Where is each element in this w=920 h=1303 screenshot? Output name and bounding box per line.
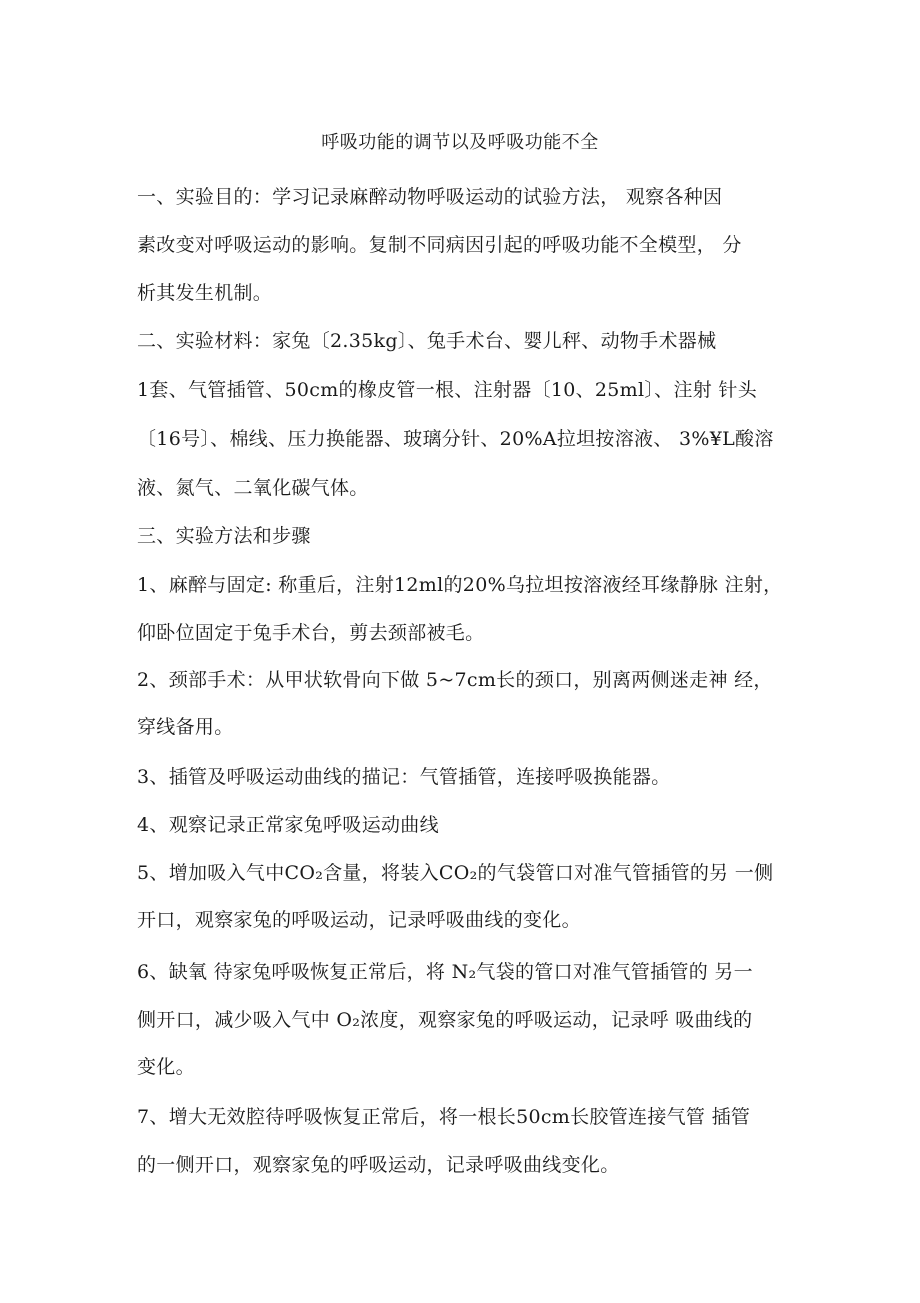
text-line-12: 穿线备用。 xyxy=(137,716,234,738)
text-line-13: 3、插管及呼吸运动曲线的描记：气管插管，连接呼吸换能器。 xyxy=(137,766,671,788)
text-line-14: 4、观察记录正常家兔呼吸运动曲线 xyxy=(137,814,439,836)
text-line-6: 〔16号〕、棉线、压力换能器、玻璃分针、20%A拉坦按溶液、 3%¥L酸溶 xyxy=(137,428,774,450)
text-line-11: 2、颈部手术：从甲状软骨向下做 5~7cm长的颈口，别离两侧迷走神 经， xyxy=(137,669,773,691)
text-line-1: 一、实验目的：学习记录麻醉动物呼吸运动的试验方法， 观察各种因 xyxy=(137,186,723,208)
text-line-10: 仰卧位固定于兔手术台，剪去颈部被毛。 xyxy=(137,622,485,644)
text-line-18: 侧开口，减少吸入气中 O₂浓度，观察家兔的呼吸运动，记录呼 吸曲线的 xyxy=(137,1009,753,1031)
text-line-21: 的一侧开口，观察家兔的呼吸运动，记录呼吸曲线变化。 xyxy=(137,1154,620,1176)
document-title: 呼吸功能的调节以及呼吸功能不全 xyxy=(321,132,599,153)
text-line-7: 液、氮气、二氧化碳气体。 xyxy=(137,477,369,499)
text-line-17: 6、缺氧 待家兔呼吸恢复正常后，将 N₂气袋的管口对准气管插管的 另一 xyxy=(137,961,753,983)
text-line-9: 1、麻醉与固定: 称重后，注射12ml的20%乌拉坦按溶液经耳缘静脉 注射， xyxy=(137,574,783,596)
text-line-5: 1套、气管插管、50cm的橡皮管一根、注射器〔10、25ml〕、注射 针头 xyxy=(137,379,758,401)
text-line-19: 变化。 xyxy=(137,1056,195,1078)
text-line-16: 开口，观察家兔的呼吸运动，记录呼吸曲线的变化。 xyxy=(137,909,581,931)
section-heading: 三、实验方法和步骤 xyxy=(137,525,311,547)
text-line-3: 析其发生机制。 xyxy=(137,282,273,304)
text-line-4: 二、实验材料：家兔〔2.35kg〕、兔手术台、婴儿秤、动物手术器械 xyxy=(137,330,717,352)
text-line-2: 素改变对呼吸运动的影响。复制不同病因引起的呼吸功能不全模型， 分 xyxy=(137,234,742,256)
text-line-15: 5、增加吸入气中CO₂含量，将装入CO₂的气袋管口对准气管插管的另 一侧 xyxy=(137,862,774,884)
text-line-20: 7、增大无效腔待呼吸恢复正常后，将一根长50cm长胶管连接气管 插管 xyxy=(137,1106,751,1128)
